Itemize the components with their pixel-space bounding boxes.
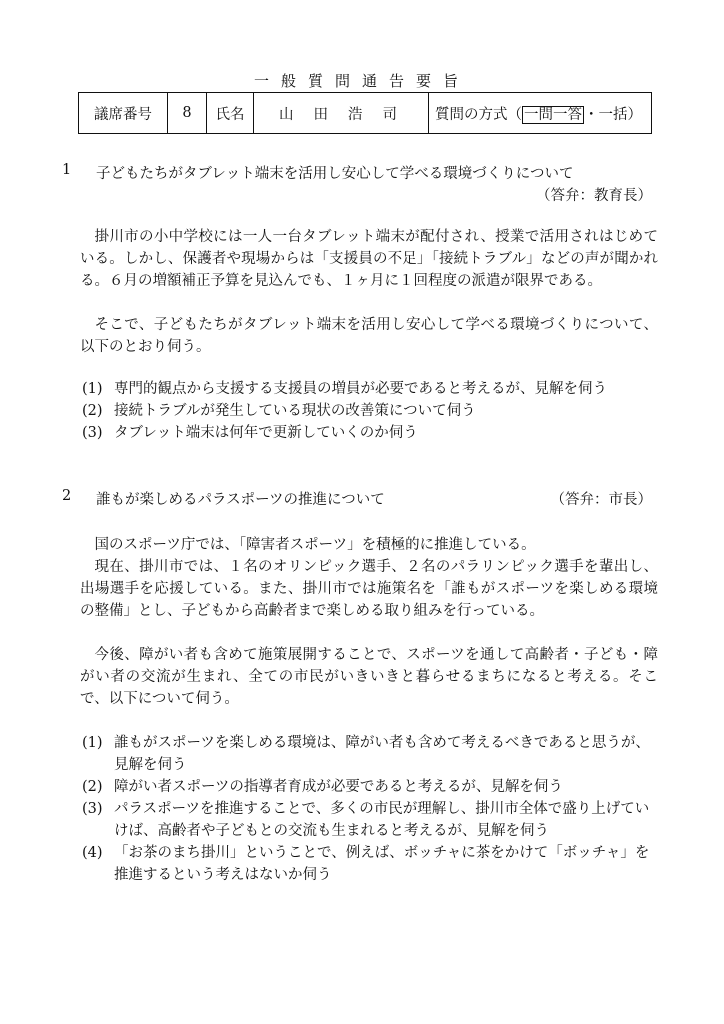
section-2-answerer: （答弁：市長） <box>550 492 652 508</box>
question-text: 接続トラブルが発生している現状の改善策について伺う <box>114 403 476 419</box>
question-item <box>82 378 660 400</box>
method-rest: ・一括） <box>584 106 642 123</box>
section-1-heading: 子どもたちがタブレット端末を活用し安心して学べる環境づくりについて <box>96 166 574 182</box>
question-label: (2) <box>82 779 103 795</box>
question-text: 障がい者スポーツの指導者育成が必要であると考えるが、見解を伺う <box>114 779 563 795</box>
section-2-paragraph-2: 現在、掛川市では、１名のオリンピック選手、２名のパラリンピック選手を輩出し、出場選手を応援している。また、掛川市では施策名を「誰もがスポーツを楽しめる環境の整備」とし、子どもから高齢者まで楽しめる取り組みを行っている。 <box>80 559 658 619</box>
question-label: (3) <box>82 801 103 817</box>
method-selected: 一問一答 <box>524 106 582 123</box>
section-1-answerer: （答弁：教育長） <box>536 188 652 204</box>
question-label: (2) <box>82 403 103 419</box>
question-item <box>82 422 660 444</box>
name-value: 山田浩司 <box>254 93 429 134</box>
section-2-heading: 誰もが楽しめるパラスポーツの推進について <box>96 492 385 508</box>
section-1-questions <box>82 378 660 444</box>
question-label: (1) <box>82 381 103 397</box>
section-2-paragraph-3: 今後、障がい者も含めて施策展開することで、スポーツを通して高齢者・子ども・障がい者の交流が生まれ、全ての市民がいきいきと暮らせるまちになると考える。そこで、以下について伺う。 <box>80 647 658 707</box>
name-label: 氏名 <box>207 93 254 134</box>
header-table <box>78 92 652 134</box>
question-item <box>82 400 660 422</box>
question-text: 「お茶のまち掛川」ということで、例えば、ボッチャに茶をかけて「ボッチャ」を推進するという考えはないか伺う <box>114 845 650 883</box>
section-1-number: 1 <box>62 162 72 178</box>
question-item <box>82 798 660 842</box>
question-item <box>82 776 660 798</box>
question-item <box>82 842 660 886</box>
question-item <box>82 732 660 776</box>
section-1-paragraph-1: 掛川市の小中学校には一人一台タブレット端末が配付され、授業で活用されはじめている。しかし、保護者や現場からは「支援員の不足」「接続トラブル」などの声が聞かれる。６月の増額補正予算を見込んでも、１ヶ月に１回程度の派遣が限界である。 <box>80 229 658 289</box>
question-label: (3) <box>82 425 103 441</box>
question-method <box>429 93 652 134</box>
page-title: 一般質問通告要旨 <box>253 72 470 90</box>
question-label: (1) <box>82 735 103 751</box>
section-1-title <box>62 162 662 183</box>
question-label: (4) <box>82 845 103 861</box>
section-2-questions <box>82 732 660 886</box>
question-text: タブレット端末は何年で更新していくのか伺う <box>114 425 418 441</box>
question-text: パラスポーツを推進することで、多くの市民が理解し、掛川市全体で盛り上げていけば、高齢者や子どもとの交流も生まれると考えるが、見解を伺う <box>114 801 650 839</box>
seat-number-value: 8 <box>168 93 207 134</box>
question-text: 専門的観点から支援する支援員の増員が必要であると考えるが、見解を伺う <box>114 381 607 397</box>
section-1-paragraph-2: そこで、子どもたちがタブレット端末を活用し安心して学べる環境づくりについて、以下のとおり伺う。 <box>80 317 658 355</box>
seat-number-label: 議席番号 <box>79 93 168 134</box>
question-text: 誰もがスポーツを楽しめる環境は、障がい者も含めて考えるべきであると思うが、見解を伺う <box>114 735 650 773</box>
method-prefix: 質問の方式（ <box>435 106 522 123</box>
section-2-paragraph-1: 国のスポーツ庁では、「障害者スポーツ」を積極的に推進している。 <box>94 537 536 553</box>
section-2-number: 2 <box>62 488 72 504</box>
